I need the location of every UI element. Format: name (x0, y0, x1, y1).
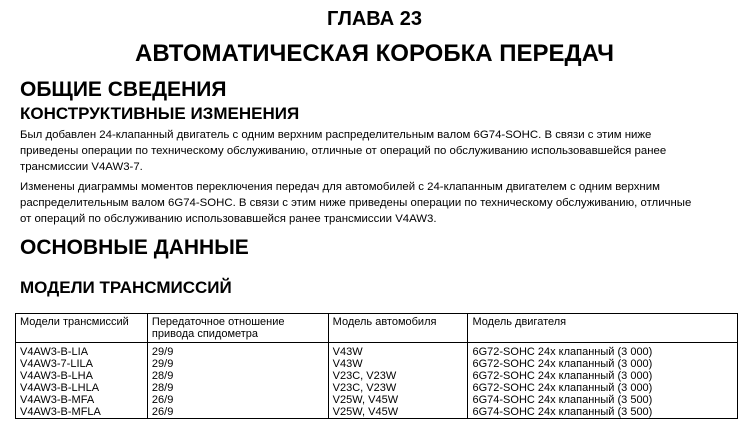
cell-engine: 6G72-SOHC 24х клапанный (3 000) (468, 343, 738, 359)
cell-ratio: 29/9 (147, 358, 328, 370)
paragraph-engine-added (20, 127, 735, 175)
header-speedometer-ratio (147, 314, 328, 343)
paragraph-line: приведены операции по техническому обслуживанию, отличные от операций по обслуживанию использовавшейся ранее (20, 145, 667, 157)
cell-vehicle: V23C, V23W (328, 370, 468, 382)
cell-vehicle: V23C, V23W (328, 382, 468, 394)
cell-engine: 6G72-SOHC 24х клапанный (3 000) (468, 358, 738, 370)
header-text: Модель автомобиля (332, 316, 437, 328)
header-text: Передаточное отношение (151, 316, 285, 328)
cell-ratio: 26/9 (147, 394, 328, 406)
paragraph-line: Был добавлен 24-клапанный двигатель с одним верхним распределительным валом 6G74-SOHC. В связи с этим ниже (20, 129, 652, 141)
cell-engine: 6G72-SOHC 24х клапанный (3 000) (468, 370, 738, 382)
cell-ratio: 28/9 (147, 382, 328, 394)
header-text: Модели трансмиссий (20, 316, 129, 328)
paragraph-line: от операций по обслуживанию использовавшейся ранее трансмиссии V4AW3. (20, 213, 437, 225)
cell-ratio: 29/9 (147, 343, 328, 359)
header-vehicle-model (328, 314, 468, 343)
paragraph-line: распределительным валом 6G74-SOHC. В связи с этим ниже приведены операции по техническому обслуживанию, отличные (20, 197, 692, 209)
paragraph-shift-diagrams (20, 179, 735, 227)
paragraph-line: трансмиссии V4AW3-7. (20, 161, 143, 173)
cell-vehicle: V25W, V45W (328, 394, 468, 406)
cell-vehicle: V25W, V45W (328, 406, 468, 419)
table-row (16, 358, 738, 370)
cell-ratio: 28/9 (147, 370, 328, 382)
table-row (16, 406, 738, 419)
chapter-number: ГЛАВА 23 (326, 8, 422, 30)
header-transmission-model (16, 314, 148, 343)
cell-engine: 6G74-SOHC 24х клапанный (3 500) (468, 406, 738, 419)
cell-ratio: 26/9 (147, 406, 328, 419)
cell-transmission: V4AW3-B-LHLA (16, 382, 148, 394)
specs-section-title: ОСНОВНЫЕ ДАННЫЕ (20, 236, 249, 259)
table-row (16, 382, 738, 394)
table-row (16, 394, 738, 406)
table-header-row (16, 314, 738, 343)
header-text: Модель двигателя (472, 316, 567, 328)
chapter-title: АВТОМАТИЧЕСКАЯ КОРОБКА ПЕРЕДАЧ (135, 40, 614, 67)
cell-engine: 6G74-SOHC 24х клапанный (3 500) (468, 394, 738, 406)
cell-transmission: V4AW3-B-MFA (16, 394, 148, 406)
paragraph-line: Изменены диаграммы моментов переключения передач для автомобилей с 24-клапанным двигателем с одним верхним (20, 181, 660, 193)
cell-transmission: V4AW3-B-LHA (16, 370, 148, 382)
header-text: привода спидометра (151, 328, 259, 340)
transmission-models-table (15, 313, 738, 419)
design-changes-subtitle: КОНСТРУКТИВНЫЕ ИЗМЕНЕНИЯ (20, 104, 300, 123)
cell-engine: 6G72-SOHC 24х клапанный (3 000) (468, 382, 738, 394)
cell-vehicle: V43W (328, 343, 468, 359)
cell-transmission: V4AW3-B-LIA (16, 343, 148, 359)
transmission-models-subtitle: МОДЕЛИ ТРАНСМИССИЙ (20, 278, 232, 297)
cell-transmission: V4AW3-7-LILA (16, 358, 148, 370)
cell-transmission: V4AW3-B-MFLA (16, 406, 148, 419)
cell-vehicle: V43W (328, 358, 468, 370)
general-section-title: ОБЩИЕ СВЕДЕНИЯ (20, 78, 227, 101)
table-row (16, 370, 738, 382)
header-engine-model (468, 314, 738, 343)
table-row (16, 343, 738, 359)
